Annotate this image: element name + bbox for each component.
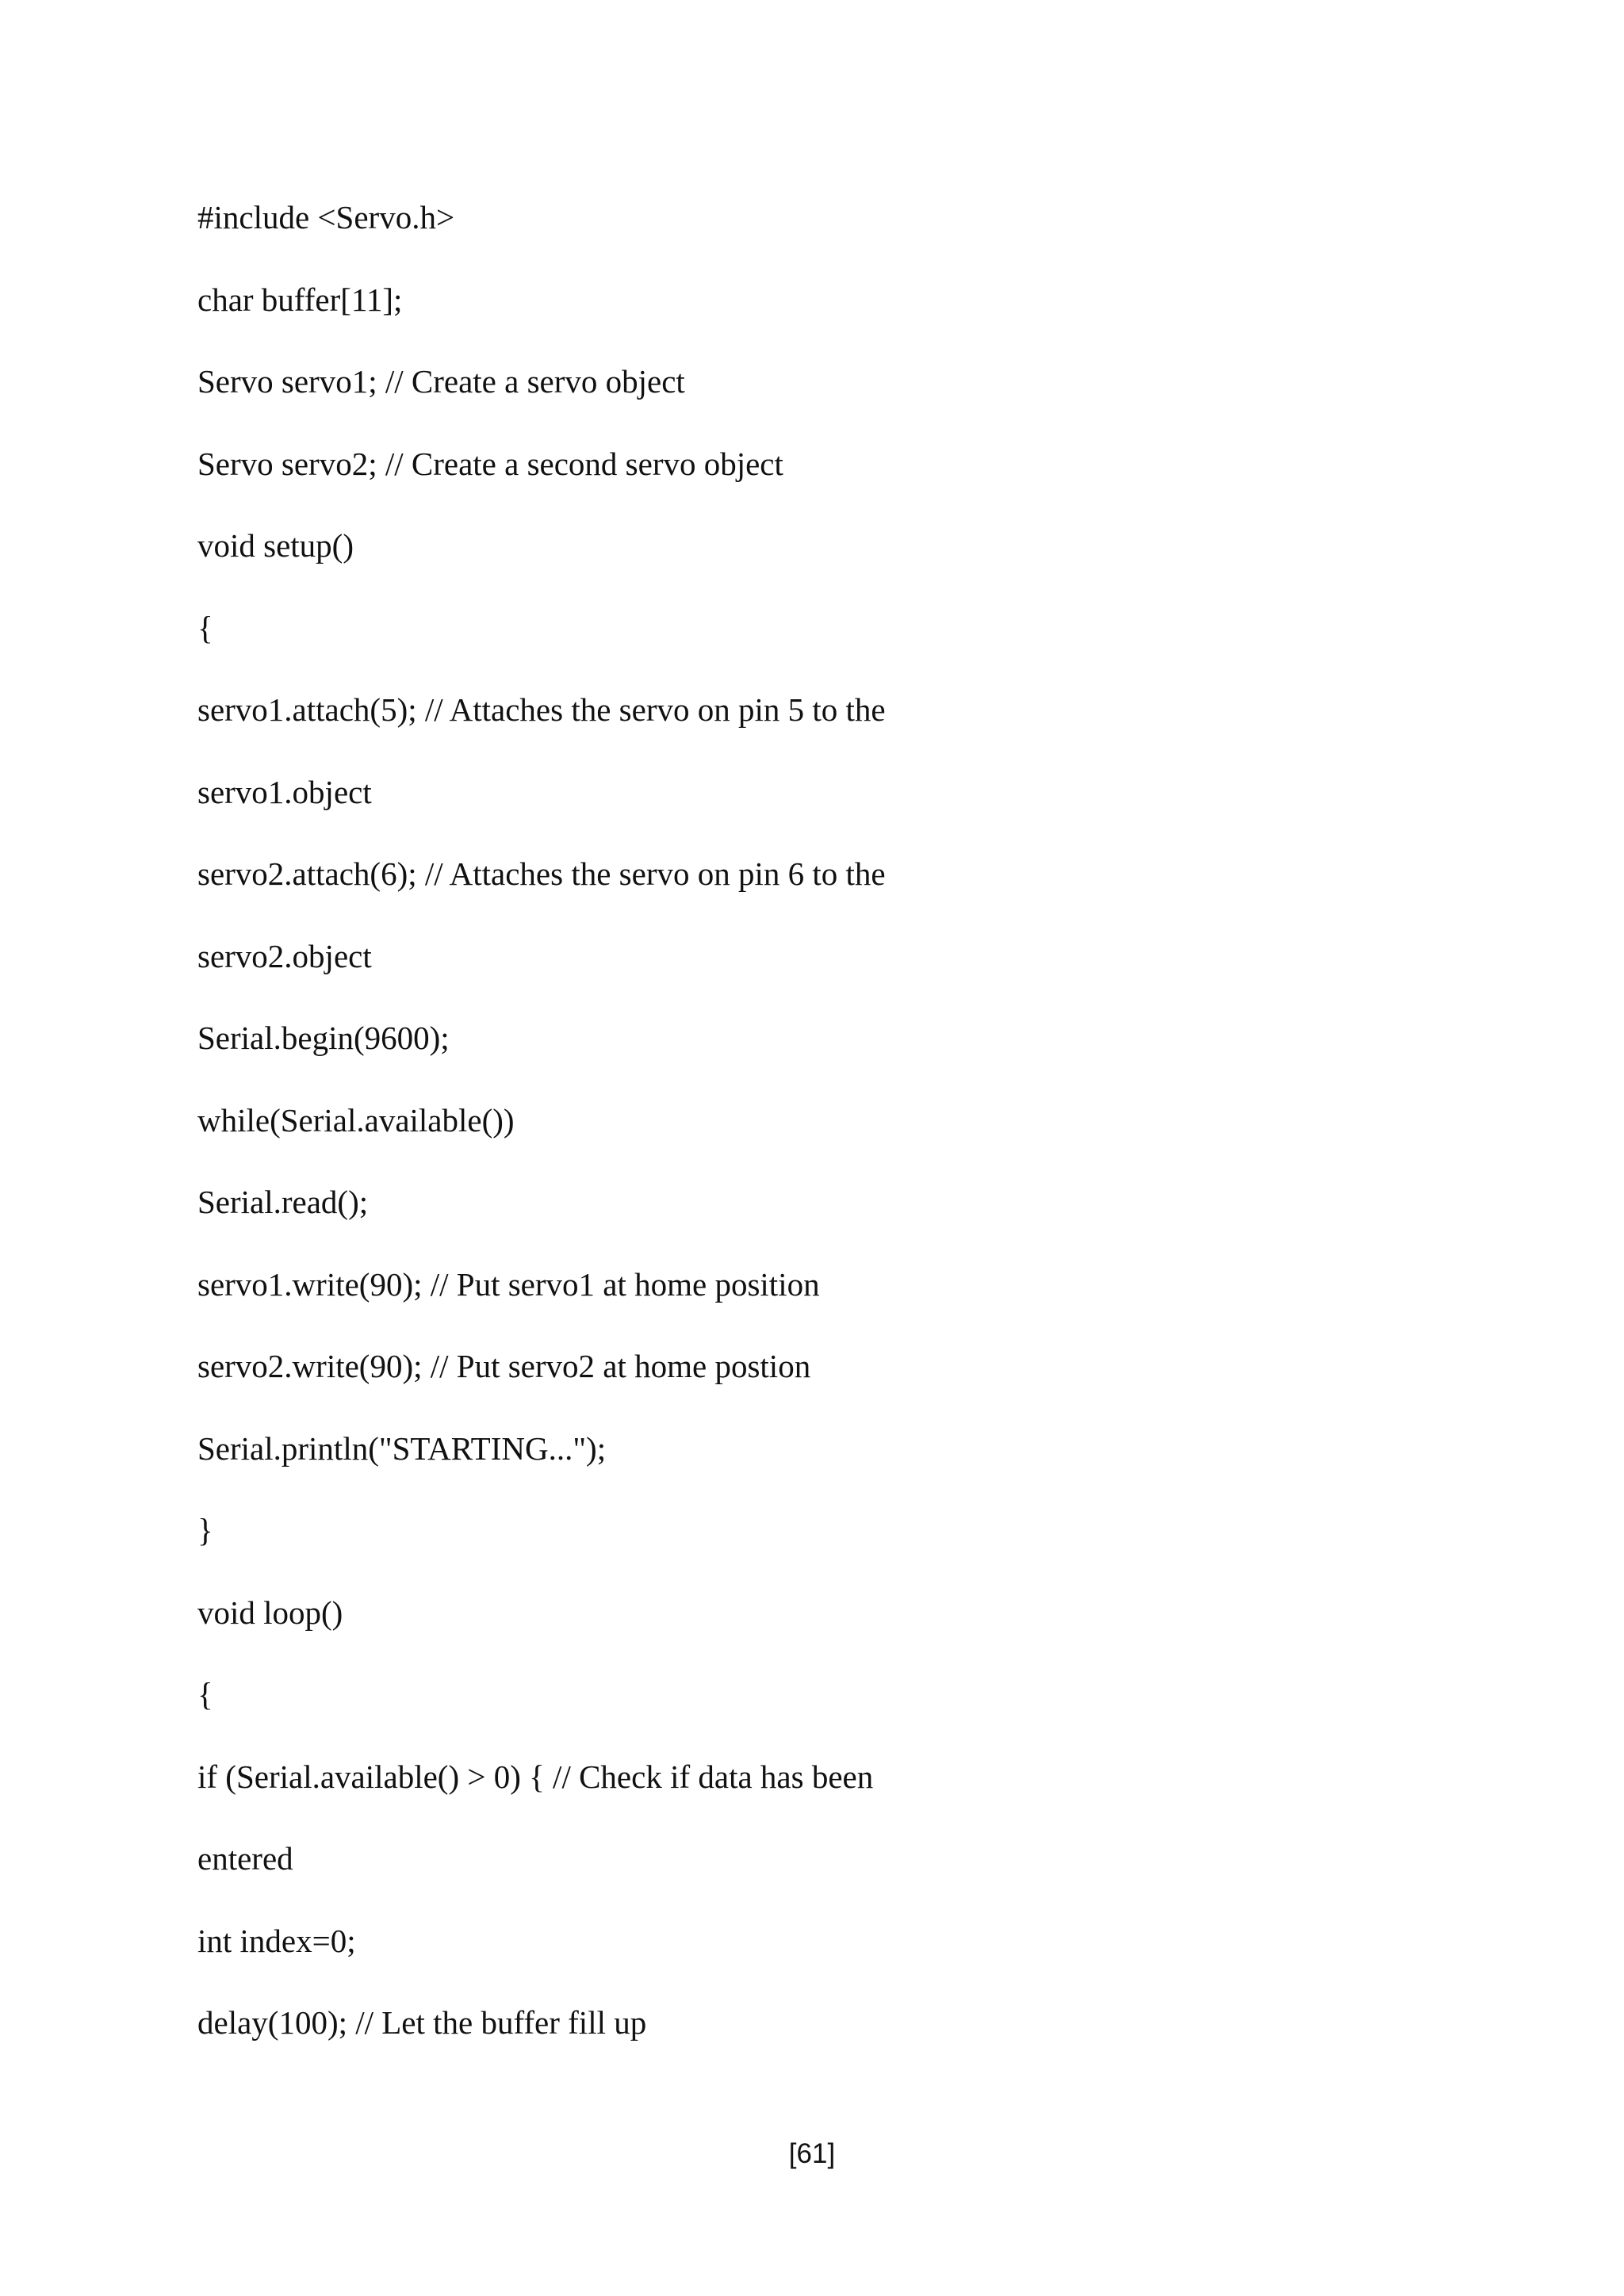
code-line: Servo servo2; // Create a second servo object: [197, 445, 783, 482]
code-line: #include <Servo.h>: [197, 199, 455, 235]
code-line: servo1.object: [197, 773, 372, 810]
code-line: int index=0;: [197, 1922, 356, 1959]
code-line: delay(100); // Let the buffer fill up: [197, 2004, 647, 2041]
code-line: entered: [197, 1840, 293, 1877]
code-line: Serial.begin(9600);: [197, 1020, 450, 1056]
code-line: if (Serial.available() > 0) { // Check if data has been: [197, 1758, 874, 1795]
code-line: {: [197, 1676, 213, 1712]
code-line: }: [197, 1512, 213, 1548]
code-line: while(Serial.available()): [197, 1101, 515, 1138]
code-line: servo1.attach(5); // Attaches the servo on pin 5 to the: [197, 691, 886, 728]
code-line: Serial.read();: [197, 1184, 369, 1220]
code-line: servo2.attach(6); // Attaches the servo on pin 6 to the: [197, 855, 886, 892]
code-line: void loop(): [197, 1594, 343, 1631]
page-number: [61]: [788, 2138, 836, 2169]
code-line: servo2.write(90); // Put servo2 at home postion: [197, 1348, 811, 1384]
code-line: Serial.println("STARTING...");: [197, 1429, 607, 1467]
code-line: void setup(): [197, 527, 354, 564]
code-line: servo1.write(90); // Put servo1 at home position: [197, 1265, 820, 1303]
code-line: Servo servo1; // Create a servo object: [197, 363, 685, 400]
code-line: {: [197, 609, 213, 646]
code-line: servo2.object: [197, 937, 372, 974]
code-line: char buffer[11];: [197, 281, 403, 318]
code-listing: [197, 193, 1466, 2081]
